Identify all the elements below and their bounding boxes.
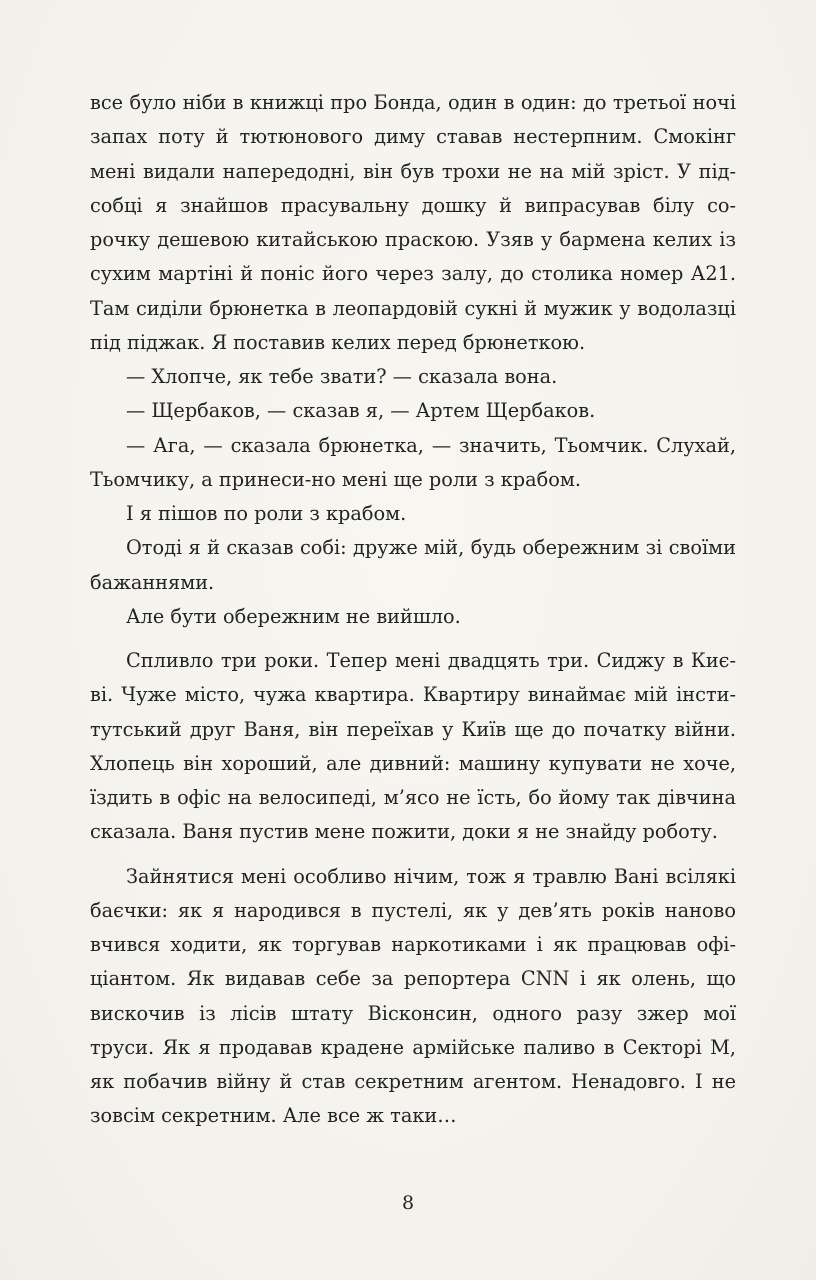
paragraph-dialogue-name-question: — Хлопче, як тебе звати? — сказала вона. — [126, 365, 558, 388]
paragraph-careful-wishes: Отоді я й сказав собі: друже мій, будь обережним зі своїми бажаннями. — [90, 536, 736, 594]
paragraph-not-careful: Але бути обережним не вийшло. — [126, 604, 461, 628]
paragraph-dialogue-name-answer: — Щербаков, — сказав я, — Артем Щербаков. — [126, 399, 596, 423]
paragraph-three-years-later: Спливло три роки. Тепер мені двадцять три. Сиджу в Києві. Чуже місто, чужа квартира. Квартиру винаймає мій інститутський друг Ваня, він переїхав у Київ ще до початку війни. Хлопець він хороший, але дивний: машину купувати не хоче, їздить в офіс на велосипеді, м’ясо не їсть, бо йому так дівчина сказала. Ваня пустив мене пожити, доки я не знайду роботу. — [90, 649, 736, 844]
paragraph-bond-scene: все було ніби в книжці про Бонда, один в один: до третьої ночі запах поту й тютюнового диму ставав нестерпним. Смокінг мені видали напередодні, він був трохи не на мій зріст. У підсобці я знайшов прасувальну дошку й випрасував білу сорочку дешевою китайською праскою. Узяв у бармена келих із сухим мартіні й поніс його через залу, до столика номер А21. Там сиділи брюнетка в леопардовій сукні й мужик у водолазці під піджак. Я поставив келих перед брюнеткою. — [90, 91, 736, 354]
paragraph-went-for-rolls: І я пішов по роли з крабом. — [126, 502, 407, 525]
body-text — [90, 86, 736, 1134]
paragraph-dialogue-crab-rolls: — Ага, — сказала брюнетка, — значить, Тьомчик. Слухай, Тьомчику, а принеси-но мені ще роли з крабом. — [90, 433, 736, 491]
paragraph-stories-to-vanya: Зайнятися мені особливо нічим, тож я травлю Вані всілякі баєчки: як я народився в пустелі, як у дев’ять років наново вчився ходити, як торгував наркотиками і як працював офіціантом. Як видавав себе за репортера CNN і як олень, що вискочив із лісів штату Вісконсин, одного разу зжер мої труси. Як я продавав крадене армійське паливо в Секторі М, як побачив війну й став секретним агентом. Ненадовго. І не зовсім секретним. Але все ж таки… — [90, 864, 736, 1128]
page-number: 8 — [401, 1192, 415, 1214]
